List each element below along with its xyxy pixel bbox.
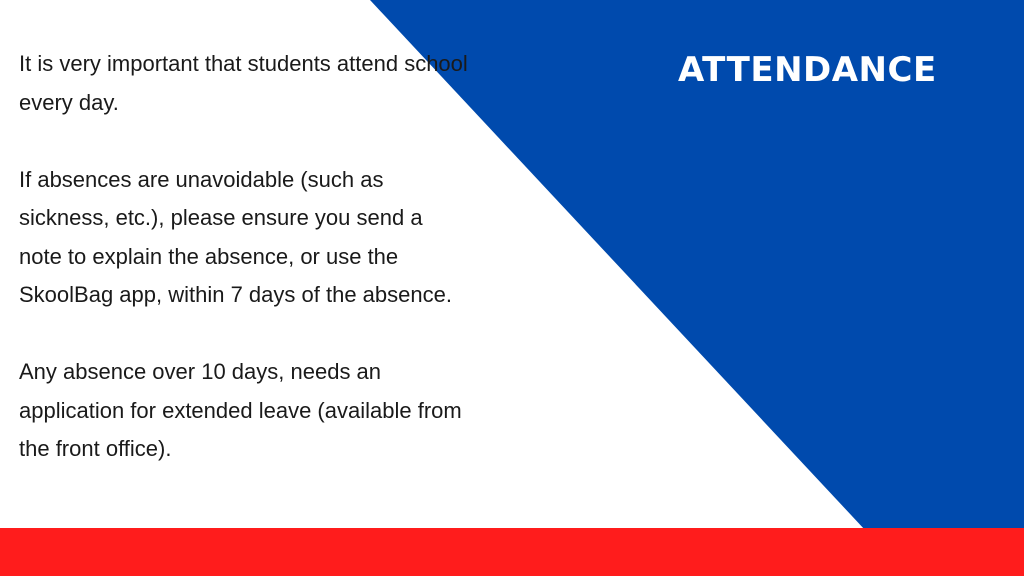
red-footer-bar	[0, 528, 1024, 576]
paragraph-absence-note: If absences are unavoidable (such as sickness, etc.), please ensure you send a note to explain the absence, or use the SkoolBag app, within 7 days of the absence.	[19, 166, 452, 307]
paragraph-extended-leave: Any absence over 10 days, needs an application for extended leave (available from the front office).	[19, 359, 462, 461]
body-text	[19, 45, 469, 469]
slide-title: ATTENDANCE	[678, 50, 937, 90]
paragraph-importance: It is very important that students attend school every day.	[19, 51, 468, 115]
